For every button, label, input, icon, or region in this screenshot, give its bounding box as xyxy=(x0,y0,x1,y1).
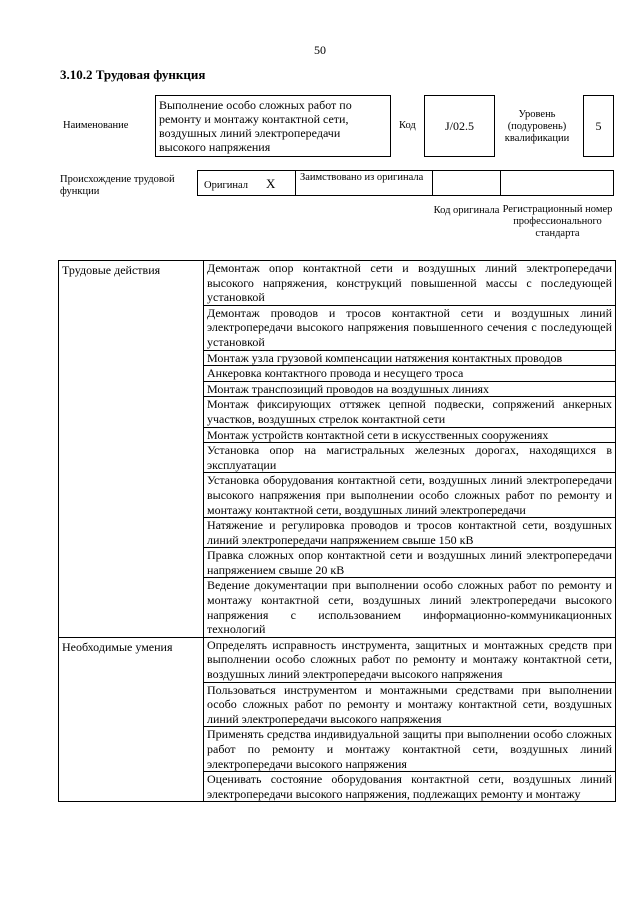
code-value: J/02.5 xyxy=(424,95,495,157)
list-item: Монтаж транспозиций проводов на воздушных линиях xyxy=(204,381,616,397)
list-item: Правка сложных опор контактной сети и воздушных линий электропередачи напряжением свыше 20 кВ xyxy=(204,548,616,578)
divider xyxy=(295,170,296,196)
list-item: Установка опор на магистральных железных дорогах, находящихся в эксплуатации xyxy=(204,443,616,473)
page-number: 50 xyxy=(314,43,326,57)
list-item: Монтаж фиксирующих оттяжек цепной подвески, сопряжений анкерных участков, воздушных стрелок контактной сети xyxy=(204,397,616,427)
code-label: Код xyxy=(399,120,416,131)
borrowed-label: Заимствовано из оригинала xyxy=(300,172,424,183)
list-item: Демонтаж опор контактной сети и воздушных линий электропередачи высокого напряжения, конструкций повышенной массы с последующей установкой xyxy=(204,261,616,306)
list-item: Определять исправность инструмента, защитных и монтажных средств при выполнении особо сложных работ по ремонту и монтажу контактной сети, воздушных линий электропередачи высокого напряжения xyxy=(204,637,616,682)
registration-number-caption: Регистрационный номер профессионального стандарта xyxy=(502,204,613,239)
list-item: Применять средства индивидуальной защиты при выполнении особо сложных работ по ремонту и монтажу контактной сети, воздушных линий электропередачи высокого напряжения xyxy=(204,727,616,772)
list-item: Пользоваться инструментом и монтажными средствами при выполнении особо сложных работ по ремонту и монтажу контактной сети, воздушных линий электропередачи высокого напряжения xyxy=(204,682,616,727)
table-row xyxy=(59,637,616,682)
list-item: Оценивать состояние оборудования контактной сети, воздушных линий электропередачи высокого напряжения, подлежащих ремонту и монтажу xyxy=(204,772,616,802)
section-title: 3.10.2 Трудовая функция xyxy=(60,67,206,82)
divider xyxy=(432,170,433,196)
original-mark: X xyxy=(266,176,276,191)
original-label: Оригинал xyxy=(204,180,248,191)
list-item: Установка оборудования контактной сети, воздушных линий электропередачи высокого напряжения при выполнении особо сложных работ по ремонту и монтажу контактной сети, воздушных линий электропередачи xyxy=(204,473,616,518)
list-item: Ведение документации при выполнении особо сложных работ по ремонту и монтажу контактной сети, воздушных линий электропередачи высокого напряжения с использованием информационно-коммуникационных технологий xyxy=(204,578,616,637)
name-value: Выполнение особо сложных работ по ремонту и монтажу контактной сети, воздушных линий электропередачи высокого напряжения xyxy=(155,95,391,157)
list-item: Монтаж устройств контактной сети в искусственных сооружениях xyxy=(204,427,616,443)
list-item: Анкеровка контактного провода и несущего троса xyxy=(204,366,616,382)
name-label: Наименование xyxy=(63,120,129,131)
origin-label: Происхождение трудовой функции xyxy=(60,174,175,197)
list-item: Натяжение и регулировка проводов и тросов контактной сети, воздушных линий электропередачи напряжением свыше 150 кВ xyxy=(204,518,616,548)
divider xyxy=(500,170,501,196)
code-original-caption: Код оригинала xyxy=(433,205,500,216)
table-row xyxy=(59,261,616,306)
row-label-required-skills: Необходимые умения xyxy=(59,637,204,802)
level-label: Уровень (подуровень) квалификации xyxy=(504,109,570,144)
row-label-labor-actions: Трудовые действия xyxy=(59,261,204,638)
list-item: Монтаж узла грузовой компенсации натяжения контактных проводов xyxy=(204,350,616,366)
list-item: Демонтаж проводов и тросов контактной сети и воздушных линий электропередачи высокого напряжения повышенного сечения с последующей установкой xyxy=(204,305,616,350)
level-value: 5 xyxy=(583,95,614,157)
labor-function-table xyxy=(58,260,616,802)
